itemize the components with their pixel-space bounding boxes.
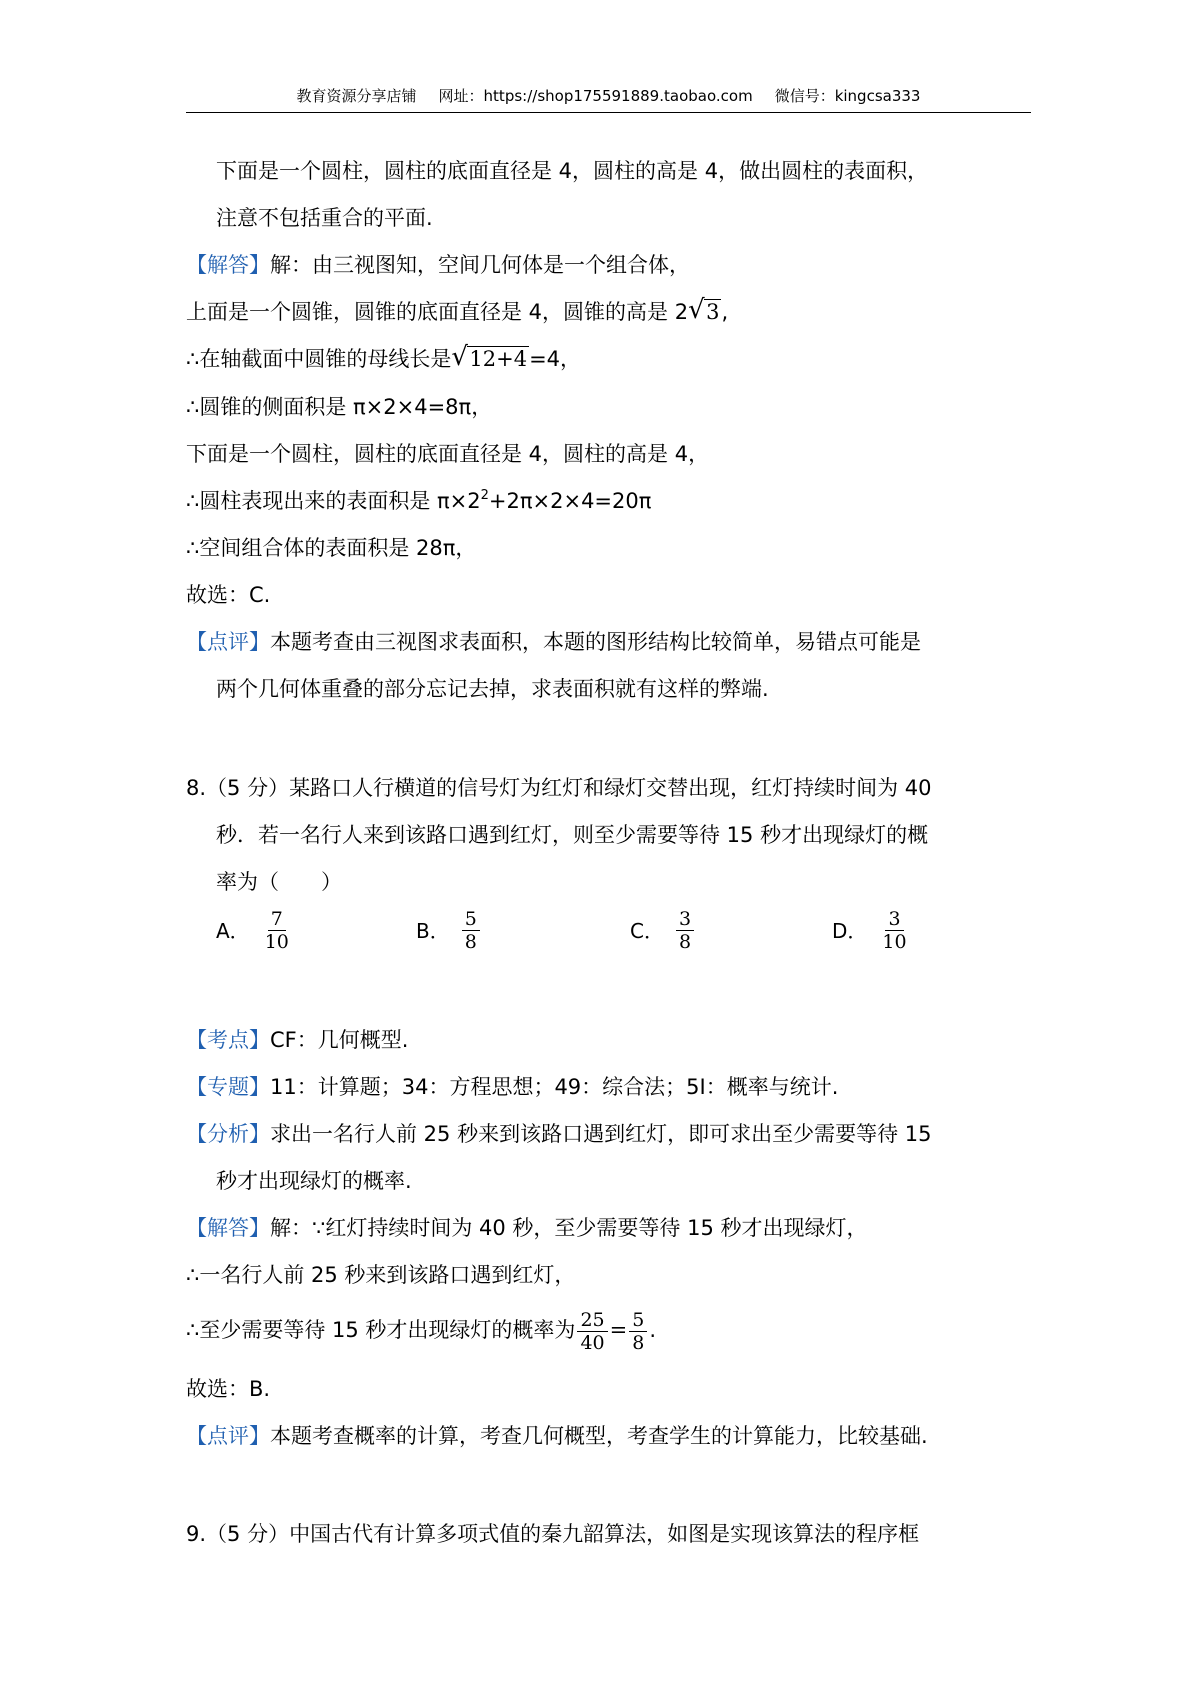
q8-kaodian-text: CF：几何概型. <box>270 1028 409 1052</box>
q7-solution-line-2 <box>186 297 728 327</box>
q8-solution-text-1: 解：∵红灯持续时间为 40 秒，至少需要等待 15 秒才出现绿灯， <box>270 1216 868 1240</box>
q7-solution-text-6-post: +2π×2×4=20π <box>488 489 652 513</box>
header-url: 网址：https://shop175591889.taobao.com <box>438 87 753 105</box>
q8-option-b-letter: B． <box>416 918 450 943</box>
q7-sqrt-12-4: √ 12+4 <box>451 342 528 372</box>
q8-zhuanti-tag: 【专题】 <box>186 1075 270 1099</box>
q7-solution-line-5: 下面是一个圆柱，圆柱的底面直径是 4，圆柱的高是 4， <box>186 442 710 466</box>
q8-option-c-num: 3 <box>676 908 694 931</box>
q8-option-b-den: 8 <box>464 931 477 953</box>
q8-option-a-letter: A． <box>216 918 250 943</box>
q7-review-text-1: 本题考查由三视图求表面积，本题的图形结构比较简单，易错点可能是 <box>270 630 921 654</box>
q8-review-tag: 【点评】 <box>186 1424 270 1448</box>
q9-stem-line-1: 9.（5 分）中国古代有计算多项式值的秦九韶算法，如图是实现该算法的程序框 <box>186 1522 920 1546</box>
q7-solution-line-4: ∴圆锥的侧面积是 π×2×4=8π， <box>186 395 493 419</box>
q8-fenxi-line-2: 秒才出现绿灯的概率. <box>216 1169 412 1193</box>
page-header <box>186 86 1031 113</box>
q7-answer: 故选：C. <box>186 583 271 607</box>
q8-option-b-fraction <box>462 908 480 953</box>
q8-review-text: 本题考查概率的计算，考查几何概型，考查学生的计算能力，比较基础. <box>270 1424 928 1448</box>
q8-solution-equals: = <box>609 1318 628 1342</box>
q8-option-d-fraction <box>879 908 909 953</box>
q8-solution-fraction-1-num: 25 <box>577 1309 607 1332</box>
q8-fenxi-line-1 <box>186 1119 931 1149</box>
q7-solution-text-2-post: , <box>721 300 729 324</box>
q8-solution-line-2: ∴一名行人前 25 秒来到该路口遇到红灯， <box>186 1263 576 1287</box>
q8-option-c-letter: C． <box>630 918 664 943</box>
q8-option-d-num: 3 <box>885 908 903 931</box>
q8-kaodian <box>186 1025 408 1055</box>
q8-answer: 故选：B. <box>186 1377 271 1401</box>
q8-option-c-fraction <box>676 908 694 953</box>
q8-option-a-den: 10 <box>264 931 289 953</box>
q7-exponent: 2 <box>480 488 489 503</box>
q7-sqrt-3-radicand: 3 <box>706 300 720 324</box>
q8-option-c-den: 8 <box>678 931 692 953</box>
q7-review-tag: 【点评】 <box>186 630 270 654</box>
q8-fenxi-text-1: 求出一名行人前 25 秒来到该路口遇到红灯，即可求出至少需要等待 15 <box>270 1122 932 1146</box>
q7-review-line-2: 两个几何体重叠的部分忘记去掉，求表面积就有这样的弊端. <box>216 677 769 701</box>
q8-solution-fraction-2-den: 8 <box>632 1331 645 1354</box>
q8-solution-fraction-2 <box>629 1309 647 1354</box>
q7-solution-line-1 <box>186 250 690 280</box>
q7-solution-line-6 <box>186 486 651 516</box>
q8-solution-tag: 【解答】 <box>186 1216 270 1240</box>
q8-solution-fraction-2-num: 5 <box>629 1309 647 1332</box>
q7-solution-text-2: 上面是一个圆锥，圆锥的底面直径是 4，圆锥的高是 2 <box>186 300 689 324</box>
q7-solution-tag: 【解答】 <box>186 253 270 277</box>
q8-review <box>186 1421 928 1451</box>
q7-solution-text-3-post: =4， <box>529 347 582 371</box>
q8-stem-line-1: 8.（5 分）某路口人行横道的信号灯为红灯和绿灯交替出现，红灯持续时间为 40 <box>186 776 932 800</box>
q8-option-b <box>416 908 482 953</box>
q7-solution-line-7: ∴空间组合体的表面积是 28π， <box>186 536 477 560</box>
header-shop: 教育资源分享店铺 <box>296 87 417 105</box>
q8-option-c <box>630 908 696 953</box>
q8-solution-fraction-1 <box>577 1309 607 1354</box>
q7-analysis-line-1: 下面是一个圆柱，圆柱的底面直径是 4，圆柱的高是 4，做出圆柱的表面积， <box>216 159 929 183</box>
q7-solution-text-1: 解：由三视图知，空间几何体是一个组合体， <box>270 253 690 277</box>
q8-fenxi-tag: 【分析】 <box>186 1122 270 1146</box>
q7-review-line-1 <box>186 627 921 657</box>
q8-solution-line-1 <box>186 1213 868 1243</box>
q8-option-a-num: 7 <box>268 908 286 931</box>
q8-option-a-fraction <box>262 908 292 953</box>
q8-solution-text-3-post: . <box>649 1318 657 1342</box>
q7-solution-line-3 <box>186 344 581 374</box>
q8-zhuanti <box>186 1072 838 1102</box>
q7-solution-text-6: ∴圆柱表现出来的表面积是 π×2 <box>186 489 481 513</box>
q7-analysis-line-2: 注意不包括重合的平面. <box>216 206 433 230</box>
q8-stem-line-2: 秒．若一名行人来到该路口遇到红灯，则至少需要等待 15 秒才出现绿灯的概 <box>216 823 929 847</box>
q8-option-a <box>216 908 294 953</box>
q7-solution-text-3: ∴在轴截面中圆锥的母线长是 <box>186 347 452 371</box>
q8-option-d <box>832 908 912 953</box>
q8-solution-text-3: ∴至少需要等待 15 秒才出现绿灯的概率为 <box>186 1318 576 1342</box>
q8-option-d-den: 10 <box>882 931 907 953</box>
q8-option-b-num: 5 <box>462 908 480 931</box>
q8-zhuanti-text: 11：计算题；34：方程思想；49：综合法；5I：概率与统计. <box>270 1075 839 1099</box>
q8-option-d-letter: D． <box>832 918 868 943</box>
q7-sqrt-3: √ 3 <box>688 295 720 325</box>
header-wechat: 微信号：kingcsa333 <box>774 87 921 105</box>
q8-stem-line-3: 率为（ ） <box>216 870 342 894</box>
q8-kaodian-tag: 【考点】 <box>186 1028 270 1052</box>
q8-solution-fraction-1-den: 40 <box>580 1331 605 1354</box>
q7-sqrt-12-4-radicand: 12+4 <box>469 347 528 371</box>
q8-solution-line-3 <box>186 1305 656 1355</box>
